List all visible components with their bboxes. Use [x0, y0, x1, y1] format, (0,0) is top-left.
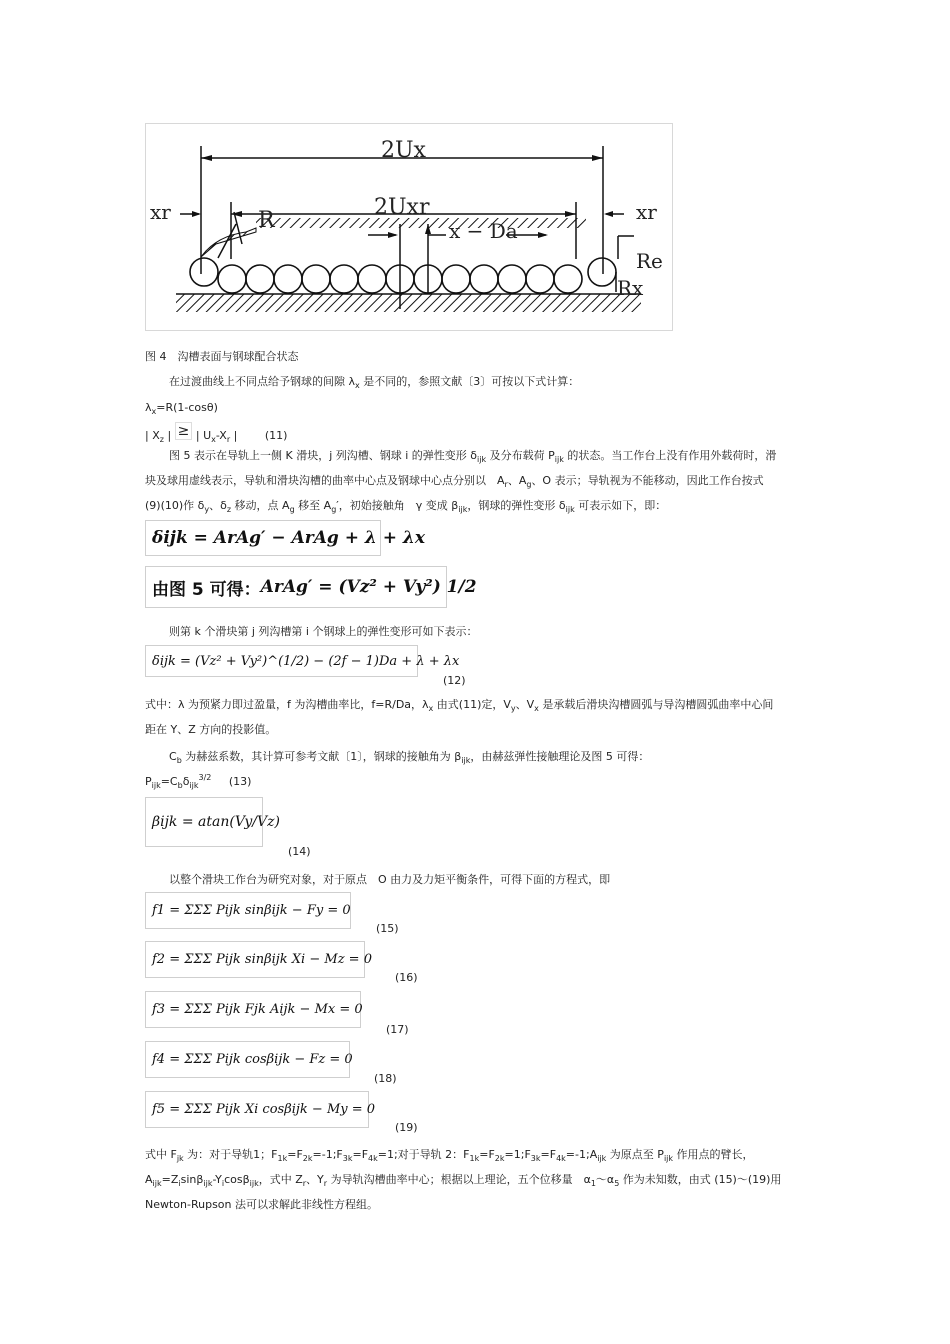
- label-xr-right: xr: [636, 200, 657, 224]
- eq17-number: (17): [386, 1023, 409, 1036]
- eq18-number: (18): [374, 1072, 397, 1085]
- paragraph-6: 以整个滑块工作台为研究对象，对于原点 O 由力及力矩平衡条件，可得下面的方程式，即: [169, 873, 611, 886]
- paragraph-7: 式中 $F_{jk}$ 为：对于导轨1；$F_{1k}=F_{2k}=-1;F_{3k}=F_{4k}=1$;对于导轨 2：$F_{1k}=F_{2k}=1;F_{3k}=F_{4k}=-1;A_{ijk}$ 为原点至 $P_{ijk}$ 作用点的臂长， $A_{ijk}=Z_i\sin\beta_{ijk}-Y_i\cos\beta_{ijk}$，式中 $Z_r$、$Y_r$ 为导轨沟槽曲率中心；根据以上理论，五个位移量 $\alpha_1\sim\alpha_5$ 作为未知数，由式 (15)～(19)用 Newton-Rupson 法可以求解此非线性方程组。: [145, 1148, 782, 1211]
- eq16-number: (16): [395, 971, 418, 984]
- equation-11-line-1: $\lambda_x=R(1-\cos\theta)$: [145, 401, 218, 416]
- equation-13: $P_{ijk}=C_b\delta_{ijk}^{3/2}$ (13): [145, 773, 252, 790]
- label-2uxr: 2Uxr: [374, 195, 430, 220]
- paragraph-4: 式中：λ 为预紧力即过盈量，f 为沟槽曲率比，f=R/Da，$\lambda_x$ 由式(11)定，$V_y$、$V_x$ 是承载后滑块沟槽圆弧与导沟槽圆弧曲率中心间 距在 Y、Z 方向的投影值。: [145, 698, 774, 736]
- equation-15-image: f1 = ΣΣΣ Pijk sinβijk − Fy = 0: [145, 892, 351, 929]
- equation-delta-image: δijk = ArAg′ − ArAg + λ + λx: [145, 520, 381, 556]
- equation-fig5-image: 由图 5 可得： ArAg′ = (Vz² + Vy²) 1/2: [145, 566, 447, 608]
- ge-symbol: ≥: [175, 422, 193, 440]
- eq11-number: (11): [264, 429, 288, 442]
- eq14-number: (14): [288, 845, 311, 858]
- equation-16-image: f2 = ΣΣΣ Pijk sinβijk Xi − Mz = 0: [145, 941, 365, 978]
- figure-caption: 图 4 沟槽表面与钢球配合状态: [145, 350, 299, 363]
- eq19-number: (19): [395, 1121, 418, 1134]
- paragraph-3: 则第 k 个滑块第 j 列沟槽第 i 个钢球上的弹性变形可如下表示：: [169, 625, 478, 638]
- label-r: R: [258, 208, 275, 233]
- label-rx: Rx: [617, 276, 644, 300]
- label-re: Re: [636, 249, 663, 273]
- figure-4: [145, 123, 673, 331]
- equation-11-line-2: | $X_z$ | ≥ | $U_x-X_r$ | (11): [145, 423, 288, 444]
- paragraph-1: 在过渡曲线上不同点给予钢球的间隙 $\lambda_x$ 是不同的，参照文献〔3〕可按以下式计算：: [169, 375, 580, 390]
- equation-14-image: βijk = atan(Vy/Vz): [145, 797, 263, 847]
- eq15-number: (15): [376, 922, 399, 935]
- eq13-number: (13): [228, 775, 252, 788]
- label-xr-left: xr: [150, 200, 171, 224]
- equation-18-image: f4 = ΣΣΣ Pijk cosβijk − Fz = 0: [145, 1041, 350, 1078]
- equation-17-image: f3 = ΣΣΣ Pijk Fjk Aijk − Mx = 0: [145, 991, 361, 1028]
- label-2ux: 2Ux: [381, 138, 426, 163]
- eq12-number: (12): [443, 674, 466, 687]
- label-x-da: x − Da: [449, 219, 518, 243]
- paragraph-5: $C_b$ 为赫兹系数，其计算可参考文献〔1〕，钢球的接触角为 $\beta_{ijk}$，由赫兹弹性接触理论及图 5 可得：: [169, 750, 650, 765]
- equation-19-image: f5 = ΣΣΣ Pijk Xi cosβijk − My = 0: [145, 1091, 369, 1128]
- equation-12-image: δijk = (Vz² + Vy²)^(1/2) − (2f − 1)Da + λ + λx: [145, 645, 418, 677]
- paragraph-2: 图 5 表示在导轨上一侧 K 滑块，j 列沟槽、钢球 i 的弹性变形 $\delta_{ijk}$ 及分布载荷 $P_{ijk}$ 的状态。当工作台上没有作用外载荷时，滑 块及球用虚线表示，导轨和滑块沟槽的曲率中心点及钢球中心点分别以 $A_r$、$A_g$、O 表示；导轨视为不能移动，因此工作台按式 (9)(10)作 $\delta_y$、$\delta_z$ 移动，点 $A_g$ 移至 $A_g'$，初始接触角 γ 变成 $\beta_{ijk}$，钢球的弹性变形 $\delta_{ijk}$ 可表示如下，即：: [145, 449, 777, 514]
